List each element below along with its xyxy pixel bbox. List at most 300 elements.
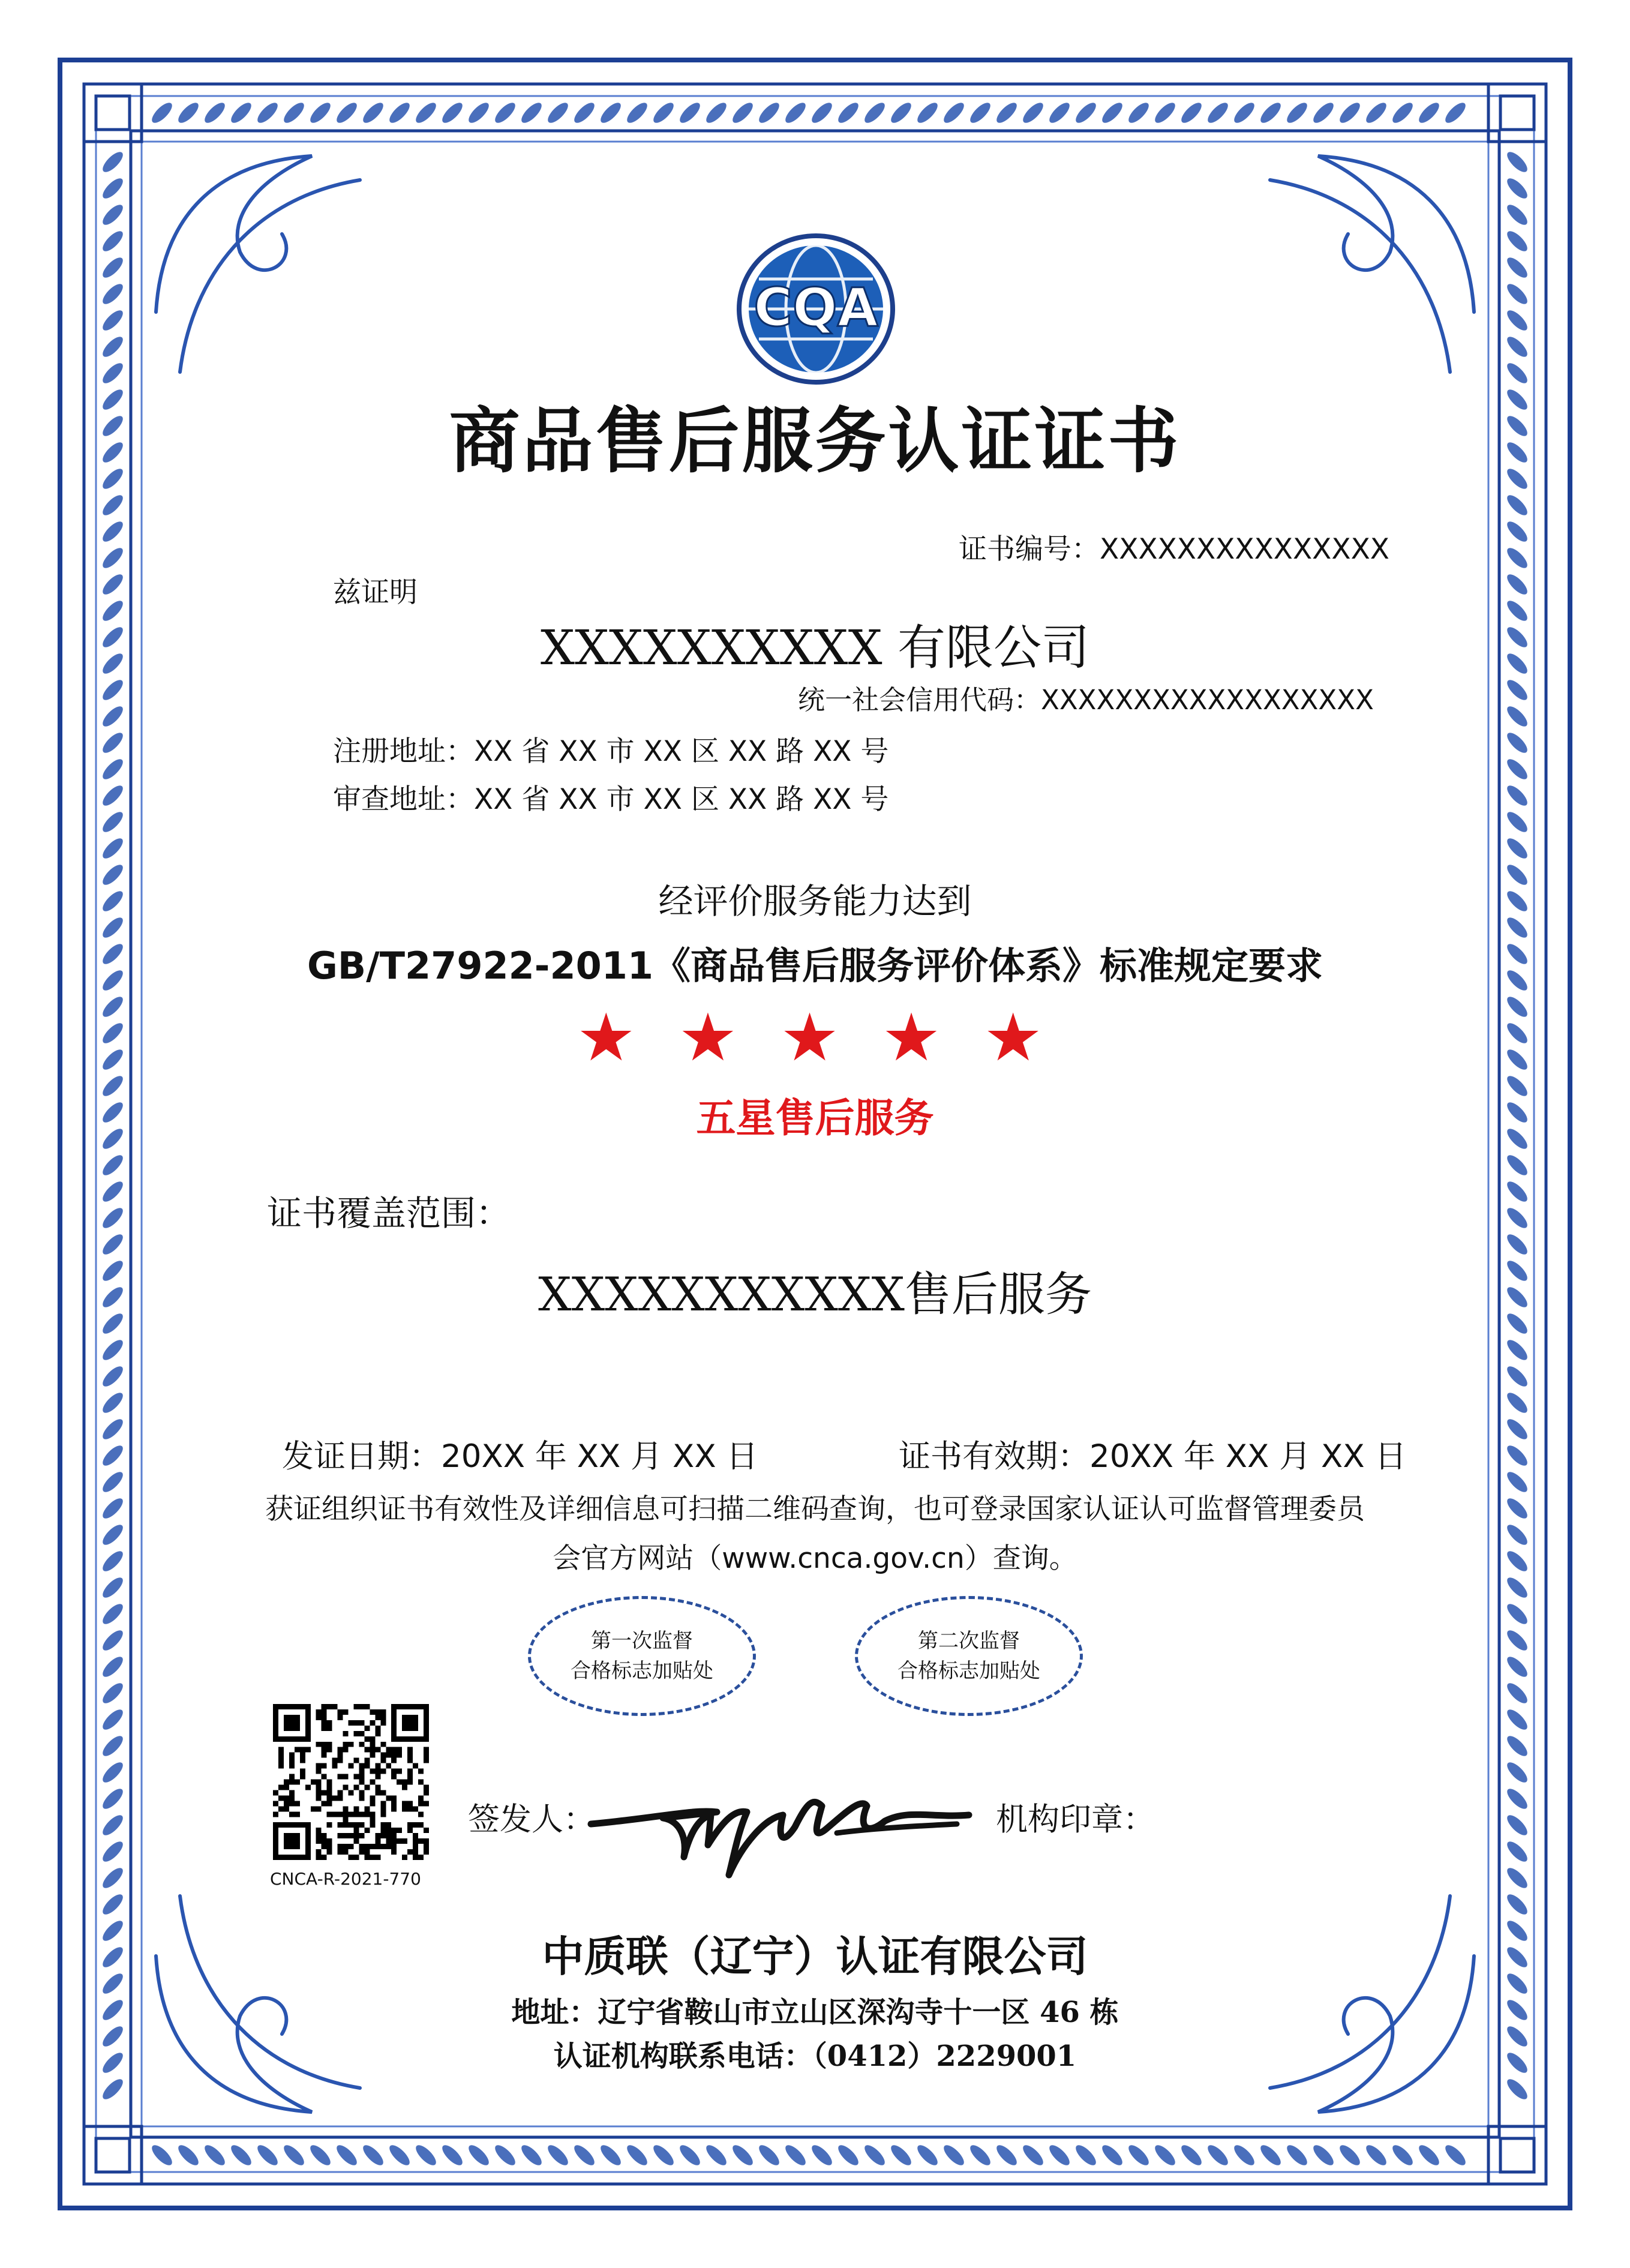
qr-module — [375, 1855, 380, 1860]
qr-module — [370, 1736, 375, 1742]
border-leaf — [1205, 100, 1231, 126]
border-leaf — [100, 1759, 126, 1786]
border-leaf — [100, 835, 126, 862]
border-leaf — [1504, 202, 1530, 228]
border-leaf — [730, 100, 756, 126]
border-leaf — [100, 1231, 126, 1258]
qr-module — [278, 1784, 284, 1790]
qr-module — [327, 1849, 332, 1855]
border-leaf — [1504, 782, 1530, 809]
border-leaf — [1363, 100, 1389, 126]
qr-module — [413, 1806, 418, 1811]
qr-module — [370, 1769, 375, 1774]
qr-module — [284, 1844, 289, 1849]
qr-module — [327, 1742, 332, 1747]
border-leaf — [756, 100, 782, 126]
qr-module — [386, 1833, 391, 1838]
qr-module — [353, 1828, 359, 1833]
qr-module — [327, 1790, 332, 1795]
border-leaf — [1442, 100, 1469, 126]
qr-module — [407, 1780, 413, 1785]
border-leaf — [703, 2142, 730, 2168]
qr-module — [407, 1747, 413, 1753]
qr-module — [359, 1844, 364, 1849]
border-leaf — [100, 334, 126, 360]
qr-module — [386, 1844, 391, 1849]
qr-module — [418, 1811, 424, 1817]
qr-module — [418, 1855, 424, 1860]
qr-module — [316, 1855, 322, 1860]
qr-module — [278, 1806, 284, 1811]
border-leaf — [809, 2142, 835, 2168]
border-leaf — [492, 2142, 518, 2168]
qr-module — [338, 1833, 343, 1838]
qr-module — [418, 1780, 424, 1785]
qr-module — [364, 1704, 370, 1709]
qr-module — [380, 1801, 386, 1806]
border-leaf — [1504, 1390, 1530, 1416]
border-leaf — [1504, 1337, 1530, 1363]
qr-module — [418, 1801, 424, 1806]
qr-module — [273, 1709, 278, 1715]
qr-module — [370, 1747, 375, 1753]
qr-module — [273, 1790, 278, 1795]
qr-module — [397, 1769, 402, 1774]
qr-module — [380, 1742, 386, 1747]
qr-module — [295, 1844, 300, 1849]
border-leaf — [1020, 100, 1046, 126]
qr-module — [364, 1736, 370, 1742]
qr-module — [289, 1736, 295, 1742]
border-leaf — [1284, 100, 1310, 126]
qr-module — [407, 1704, 413, 1709]
qr-module — [402, 1784, 407, 1790]
qr-module — [375, 1844, 380, 1849]
qr-module — [402, 1736, 407, 1742]
border-leaf — [1504, 1363, 1530, 1390]
qr-module — [305, 1747, 311, 1753]
qr-module — [375, 1833, 380, 1838]
qr-module — [343, 1709, 349, 1715]
qr-module — [289, 1844, 295, 1849]
qr-module — [375, 1726, 380, 1731]
qr-module — [289, 1704, 295, 1709]
border-leaf — [100, 782, 126, 809]
border-leaf — [1504, 228, 1530, 254]
qr-module — [364, 1784, 370, 1790]
qr-module — [327, 1704, 332, 1709]
border-leaf — [100, 1390, 126, 1416]
border-leaf — [967, 100, 993, 126]
qr-module — [386, 1753, 391, 1758]
qr-module — [284, 1806, 289, 1811]
qr-module — [349, 1790, 354, 1795]
notice-line-1: 获证组织证书有效性及详细信息可扫描二维码查询，也可登录国家认证认可监督管理委员 — [265, 1493, 1365, 1526]
qr-module — [380, 1822, 386, 1828]
border-leaf — [100, 1786, 126, 1812]
border-leaf — [1205, 2142, 1231, 2168]
border-leaf — [202, 2142, 228, 2168]
qr-module — [305, 1704, 311, 1709]
qr-module — [386, 1795, 391, 1801]
qr-module — [284, 1795, 289, 1801]
qr-module — [418, 1704, 424, 1709]
qr-module — [327, 1811, 332, 1817]
qr-module — [305, 1720, 311, 1726]
qr-module — [380, 1811, 386, 1817]
border-leaf — [1504, 1733, 1530, 1759]
qr-module — [402, 1704, 407, 1709]
border-leaf — [100, 281, 126, 307]
qr-code[interactable] — [273, 1704, 429, 1860]
border-leaf — [598, 100, 624, 126]
audit-address-label: 审查地址： — [333, 783, 474, 816]
border-leaf — [756, 2142, 782, 2168]
qr-module — [391, 1715, 397, 1720]
qr-module — [375, 1838, 380, 1844]
border-leaf — [730, 2142, 756, 2168]
border-leaf — [254, 2142, 281, 2168]
border-leaf — [254, 100, 281, 126]
qr-module — [289, 1763, 295, 1769]
qr-module — [300, 1747, 305, 1753]
qr-module — [322, 1747, 327, 1753]
qr-module — [370, 1720, 375, 1726]
qr-module — [375, 1709, 380, 1715]
qr-module — [370, 1817, 375, 1822]
stamp-1-line-1: 第一次监督 — [591, 1629, 693, 1653]
border-leaf — [100, 149, 126, 175]
qr-module — [370, 1709, 375, 1715]
qr-module — [273, 1801, 278, 1806]
qr-module — [316, 1709, 322, 1715]
border-leaf — [100, 254, 126, 281]
border-leaf — [1099, 2142, 1125, 2168]
qr-module — [300, 1855, 305, 1860]
border-leaf — [1504, 307, 1530, 334]
scope-label: 证书覆盖范围： — [267, 1193, 511, 1234]
qr-module — [305, 1849, 311, 1855]
qr-module — [338, 1753, 343, 1758]
border-leaf — [413, 100, 439, 126]
qr-module — [305, 1715, 311, 1720]
qr-module — [364, 1811, 370, 1817]
qr-module — [338, 1758, 343, 1763]
issuer-name: 中质联（辽宁）认证有限公司 — [542, 1931, 1088, 1981]
qr-module — [295, 1822, 300, 1828]
qr-module — [343, 1822, 349, 1828]
qr-module — [305, 1709, 311, 1715]
issuer-phone: 认证机构联系电话：（0412）2229001 — [553, 2039, 1077, 2073]
qr-module — [402, 1855, 407, 1860]
qr-module — [338, 1790, 343, 1795]
qr-module — [353, 1855, 359, 1860]
qr-module — [322, 1709, 327, 1715]
qr-module — [322, 1774, 327, 1780]
qr-module — [424, 1731, 429, 1736]
border-leaf — [149, 2142, 175, 2168]
qr-module — [370, 1855, 375, 1860]
qr-module — [418, 1795, 424, 1801]
border-leaf — [1363, 2142, 1389, 2168]
border-leaf — [650, 100, 677, 126]
qr-module — [380, 1709, 386, 1715]
qr-module — [295, 1704, 300, 1709]
border-leaf — [1504, 730, 1530, 756]
qr-module — [380, 1720, 386, 1726]
border-leaf — [175, 100, 202, 126]
qr-module — [418, 1736, 424, 1742]
border-leaf — [993, 100, 1020, 126]
cert-number-value: XXXXXXXXXXXXXXX — [1100, 533, 1389, 566]
qr-module — [316, 1806, 322, 1811]
border-leaf — [677, 100, 703, 126]
qr-module — [327, 1726, 332, 1731]
border-leaf — [1389, 2142, 1416, 2168]
stamp-2-line-2: 合格标志加贴处 — [897, 1659, 1040, 1683]
qr-module — [380, 1715, 386, 1720]
qr-module — [311, 1780, 316, 1785]
qr-module — [386, 1747, 391, 1753]
qr-module — [375, 1747, 380, 1753]
qr-module — [273, 1736, 278, 1742]
issue-date-value: 20XX 年 XX 月 XX 日 — [441, 1438, 758, 1475]
qr-module — [364, 1763, 370, 1769]
border-leaf — [1504, 1574, 1530, 1601]
qr-module — [273, 1833, 278, 1838]
qr-module — [343, 1811, 349, 1817]
qr-module — [353, 1774, 359, 1780]
qr-module — [364, 1828, 370, 1833]
qr-module — [295, 1747, 300, 1753]
credit-code-label: 统一社会信用代码： — [798, 684, 1041, 716]
qr-module — [391, 1704, 397, 1709]
border-leaf — [993, 2142, 1020, 2168]
qr-module — [343, 1806, 349, 1811]
border-leaf — [518, 100, 545, 126]
qr-module — [370, 1822, 375, 1828]
qr-module — [391, 1806, 397, 1811]
qr-module — [359, 1811, 364, 1817]
qr-module — [413, 1704, 418, 1709]
border-leaf — [100, 571, 126, 598]
border-leaf — [100, 1891, 126, 1918]
qr-module — [300, 1736, 305, 1742]
qr-module — [305, 1855, 311, 1860]
qr-module — [300, 1769, 305, 1774]
qr-module — [380, 1790, 386, 1795]
qr-module — [424, 1726, 429, 1731]
border-leaf — [1504, 703, 1530, 730]
qr-module — [375, 1774, 380, 1780]
qr-module — [316, 1769, 322, 1774]
border-leaf — [100, 1442, 126, 1469]
qr-module — [295, 1801, 300, 1806]
border-leaf — [175, 2142, 202, 2168]
qr-module — [370, 1795, 375, 1801]
border-leaf — [228, 100, 254, 126]
border-leaf — [914, 2142, 941, 2168]
border-leaf — [202, 100, 228, 126]
qr-module — [338, 1715, 343, 1720]
border-leaf — [1504, 1654, 1530, 1680]
border-leaf — [1504, 1680, 1530, 1706]
registered-address — [333, 729, 888, 769]
qr-module — [327, 1822, 332, 1828]
border-leaf — [281, 2142, 307, 2168]
border-leaf — [100, 703, 126, 730]
qr-module — [305, 1838, 311, 1844]
border-leaf — [100, 1706, 126, 1733]
qr-module — [424, 1715, 429, 1720]
qr-module — [327, 1844, 332, 1849]
qr-module — [349, 1742, 354, 1747]
qr-module — [397, 1838, 402, 1844]
assessment-standard: GB/T27922-2011《商品售后服务评价体系》标准规定要求 — [307, 944, 1323, 988]
qr-module — [284, 1704, 289, 1709]
qr-module — [284, 1726, 289, 1731]
border-leaf — [1178, 100, 1205, 126]
qr-module — [295, 1855, 300, 1860]
border-leaf — [1504, 809, 1530, 835]
qr-module — [332, 1763, 338, 1769]
qr-module — [278, 1736, 284, 1742]
scope-value: XXXXXXXXXXX售后服务 — [538, 1268, 1092, 1322]
qr-module — [273, 1715, 278, 1720]
border-leaf — [100, 677, 126, 703]
qr-module — [322, 1855, 327, 1860]
valid-date-value: 20XX 年 XX 月 XX 日 — [1089, 1438, 1407, 1475]
signatory-label: 签发人： — [468, 1801, 595, 1838]
qr-module — [424, 1704, 429, 1709]
qr-module — [295, 1736, 300, 1742]
border-leaf — [413, 2142, 439, 2168]
qr-module — [353, 1806, 359, 1811]
border-leaf — [439, 2142, 466, 2168]
border-leaf — [439, 100, 466, 126]
qr-module — [391, 1844, 397, 1849]
qr-module — [402, 1801, 407, 1806]
qr-module — [407, 1715, 413, 1720]
qr-module — [402, 1780, 407, 1785]
qr-module — [322, 1838, 327, 1844]
border-leaf — [835, 100, 861, 126]
border-leaf — [677, 2142, 703, 2168]
qr-module — [391, 1828, 397, 1833]
qr-module — [332, 1758, 338, 1763]
border-leaf — [281, 100, 307, 126]
border-leaf — [334, 100, 360, 126]
qr-module — [364, 1747, 370, 1753]
qr-module — [316, 1828, 322, 1833]
qr-module — [316, 1763, 322, 1769]
border-leaf — [1504, 334, 1530, 360]
qr-module — [375, 1731, 380, 1736]
border-leaf — [1504, 1178, 1530, 1205]
qr-module — [370, 1742, 375, 1747]
qr-module — [386, 1822, 391, 1828]
border-leaf — [100, 1680, 126, 1706]
border-leaf — [1504, 1891, 1530, 1918]
stamp-2-line-1: 第二次监督 — [918, 1629, 1020, 1653]
qr-module — [391, 1849, 397, 1855]
qr-module — [413, 1855, 418, 1860]
qr-module — [278, 1763, 284, 1769]
qr-module — [353, 1758, 359, 1763]
signature — [585, 1761, 975, 1881]
border-leaf — [100, 1205, 126, 1231]
cert-number-label: 证书编号： — [959, 533, 1100, 566]
qr-module — [273, 1704, 278, 1709]
qr-module — [353, 1720, 359, 1726]
qr-module — [424, 1758, 429, 1763]
border-leaf — [1504, 1152, 1530, 1178]
border-leaf — [1504, 571, 1530, 598]
qr-module — [305, 1731, 311, 1736]
border-leaf — [1257, 2142, 1284, 2168]
cqa-logo — [735, 231, 897, 387]
border-leaf — [1416, 2142, 1442, 2168]
qr-module — [391, 1726, 397, 1731]
qr-module — [424, 1753, 429, 1758]
border-leaf — [1152, 2142, 1178, 2168]
qr-module — [343, 1731, 349, 1736]
qr-module — [391, 1833, 397, 1838]
qr-module — [349, 1763, 354, 1769]
qr-module — [338, 1811, 343, 1817]
border-leaf — [100, 202, 126, 228]
qr-module — [322, 1753, 327, 1758]
border-leaf — [100, 2076, 126, 2102]
certificate-title: 商品售后服务认证证书 — [449, 399, 1181, 482]
qr-module — [413, 1736, 418, 1742]
qr-module — [322, 1833, 327, 1838]
qr-module — [305, 1833, 311, 1838]
qr-module — [413, 1822, 418, 1828]
border-leaf — [100, 307, 126, 334]
border-leaf — [492, 100, 518, 126]
qr-module — [273, 1828, 278, 1833]
qr-module — [402, 1838, 407, 1844]
qr-module — [402, 1806, 407, 1811]
qr-module — [424, 1844, 429, 1849]
qr-module — [273, 1720, 278, 1726]
qr-module — [407, 1753, 413, 1758]
border-leaf — [571, 100, 598, 126]
qr-module — [370, 1753, 375, 1758]
issue-date-label: 发证日期： — [282, 1438, 441, 1475]
border-leaf — [941, 2142, 967, 2168]
qr-module — [413, 1763, 418, 1769]
border-leaf — [100, 228, 126, 254]
qr-module — [418, 1769, 424, 1774]
border-leaf — [228, 2142, 254, 2168]
qr-module — [424, 1828, 429, 1833]
qr-module — [322, 1742, 327, 1747]
qr-module — [391, 1801, 397, 1806]
qr-module — [380, 1753, 386, 1758]
rating-stars: ★ ★ ★ ★ ★ — [577, 999, 1053, 1076]
qr-module — [424, 1747, 429, 1753]
qr-module — [284, 1801, 289, 1806]
qr-module — [278, 1753, 284, 1758]
border-leaf — [914, 100, 941, 126]
qr-module — [273, 1849, 278, 1855]
qr-module — [397, 1753, 402, 1758]
qr-module — [289, 1726, 295, 1731]
border-leaf — [1504, 175, 1530, 202]
qr-module — [295, 1715, 300, 1720]
